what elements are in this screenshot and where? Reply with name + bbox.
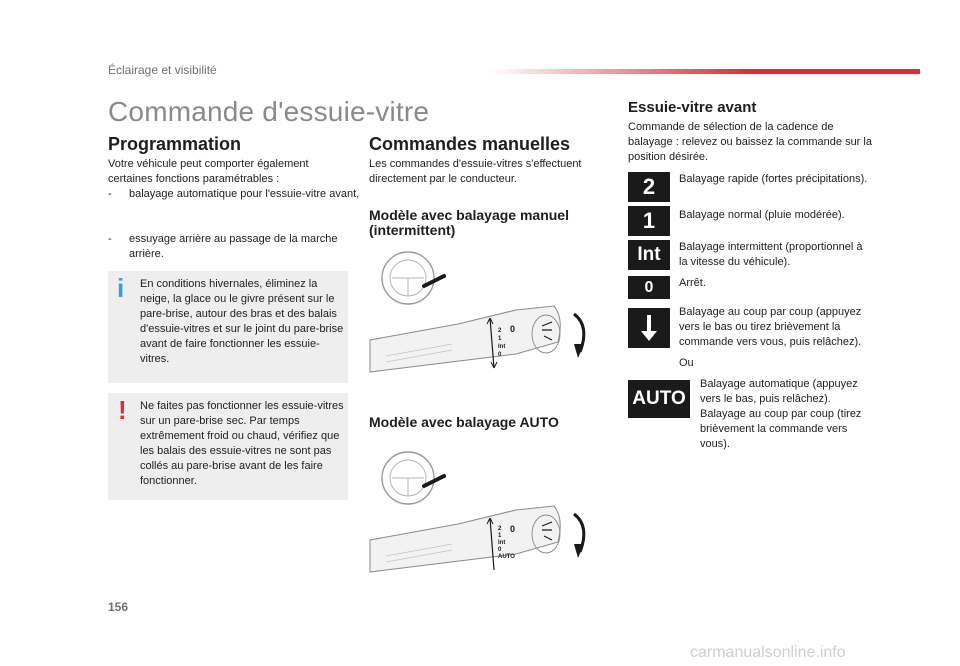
programmation-intro: Votre véhicule peut comporter également certaines fonctions paramétrables : (108, 158, 309, 185)
section-title: Éclairage et visibilité (108, 63, 217, 77)
info-icon: i (117, 273, 125, 303)
code-auto-icon: AUTO (628, 380, 690, 418)
manuelles-intro: Les commandes d'essuie-vitres s'effectuent directement par le conducteur. (369, 158, 582, 185)
stalk-position-label: Int (498, 344, 506, 350)
steering-wheel-icon (382, 452, 434, 504)
item-text: Balayage rapide (fortes précipitations). (679, 173, 868, 185)
code-int-icon: Int (628, 240, 670, 270)
stalk-position-label: 0 (498, 352, 502, 358)
or-label: Ou (679, 357, 694, 369)
stalk-position-label: 1 (498, 336, 502, 342)
stalk-position-label: 1 (498, 533, 502, 539)
bullet-text: essuyage arrière au passage de la marche arrière. (129, 233, 338, 260)
item-text: Balayage automatique (appuyez vers le bas, puis relâchez). Balayage au coup par coup (tirez brièvement la commande vers vous). (700, 378, 862, 450)
avant-intro: Commande de sélection de la cadence de balayage : relevez ou baissez la commande sur la position désirée. (628, 121, 872, 163)
stalk-position-label: 0 (498, 547, 502, 553)
bullet-text: balayage automatique pour l'essuie-vitre avant, (129, 188, 360, 200)
page-title: Commande d'essuie-vitre (108, 96, 430, 127)
stalk-position-label: AUTO (498, 554, 515, 560)
header-rule (490, 69, 920, 74)
stalk-position-label: 2 (498, 328, 502, 334)
stalk-zero-label: 0 (510, 324, 516, 334)
code-1-icon: 1 (628, 206, 670, 236)
warning-note-text: Ne faites pas fonctionner les essuie-vitres sur un pare-brise sec. Par temps extrêmement froid ou chaud, vérifiez que les balais des essuie-vitres ne sont pas collés au pare-brise avant de les faire fonctionner. (140, 400, 344, 487)
info-note-text: En conditions hivernales, éliminez la neige, la glace ou le givre présent sur le pare-brise, autour des bras et des balais d'essuie-vitres et sur le joint du pare-brise avant de faire fonctionner les essuie-vitres. (140, 278, 344, 365)
model-manual-heading: Modèle avec balayage manuel (intermittent) (369, 207, 569, 238)
stalk-body-icon (370, 306, 560, 372)
watermark: carmanualsonline.info (690, 644, 846, 661)
bullet-item (108, 232, 369, 262)
item-text: Arrêt. (679, 277, 706, 289)
arrow-down-glyph (639, 313, 659, 343)
code-2-icon: 2 (628, 172, 670, 202)
stalk-position-label: 2 (498, 526, 502, 532)
stalk-zero-label: 0 (510, 524, 516, 534)
item-text: Balayage normal (pluie modérée). (679, 209, 845, 221)
page-number: 156 (108, 600, 129, 614)
stalk-body-icon (370, 506, 560, 572)
avant-heading: Essuie-vitre avant (628, 99, 757, 116)
bullet-item (108, 187, 361, 202)
bullet-marker: - (108, 233, 112, 245)
programmation-heading: Programmation (108, 134, 242, 154)
stalk-position-label: Int (498, 540, 506, 546)
arrow-head-icon (574, 544, 584, 558)
warning-note (108, 393, 348, 500)
steering-wheel-icon (382, 252, 434, 304)
wiper-stalk-manual-illustration (366, 248, 598, 378)
arrow-head-icon (574, 344, 584, 358)
warning-icon: ! (118, 395, 127, 425)
wiper-stalk-auto-illustration (366, 448, 598, 578)
model-auto-heading: Modèle avec balayage AUTO (369, 414, 559, 430)
code-0-icon: 0 (628, 276, 670, 299)
item-text: Balayage intermittent (proportionnel à la vitesse du véhicule). (679, 241, 863, 268)
manuelles-heading: Commandes manuelles (369, 134, 571, 154)
bullet-marker: - (108, 188, 112, 200)
arrow-down-icon (628, 308, 670, 348)
item-text: Balayage au coup par coup (appuyez vers le bas ou tirez brièvement la commande vers vous, puis relâchez). (679, 306, 862, 348)
info-note (108, 271, 348, 383)
